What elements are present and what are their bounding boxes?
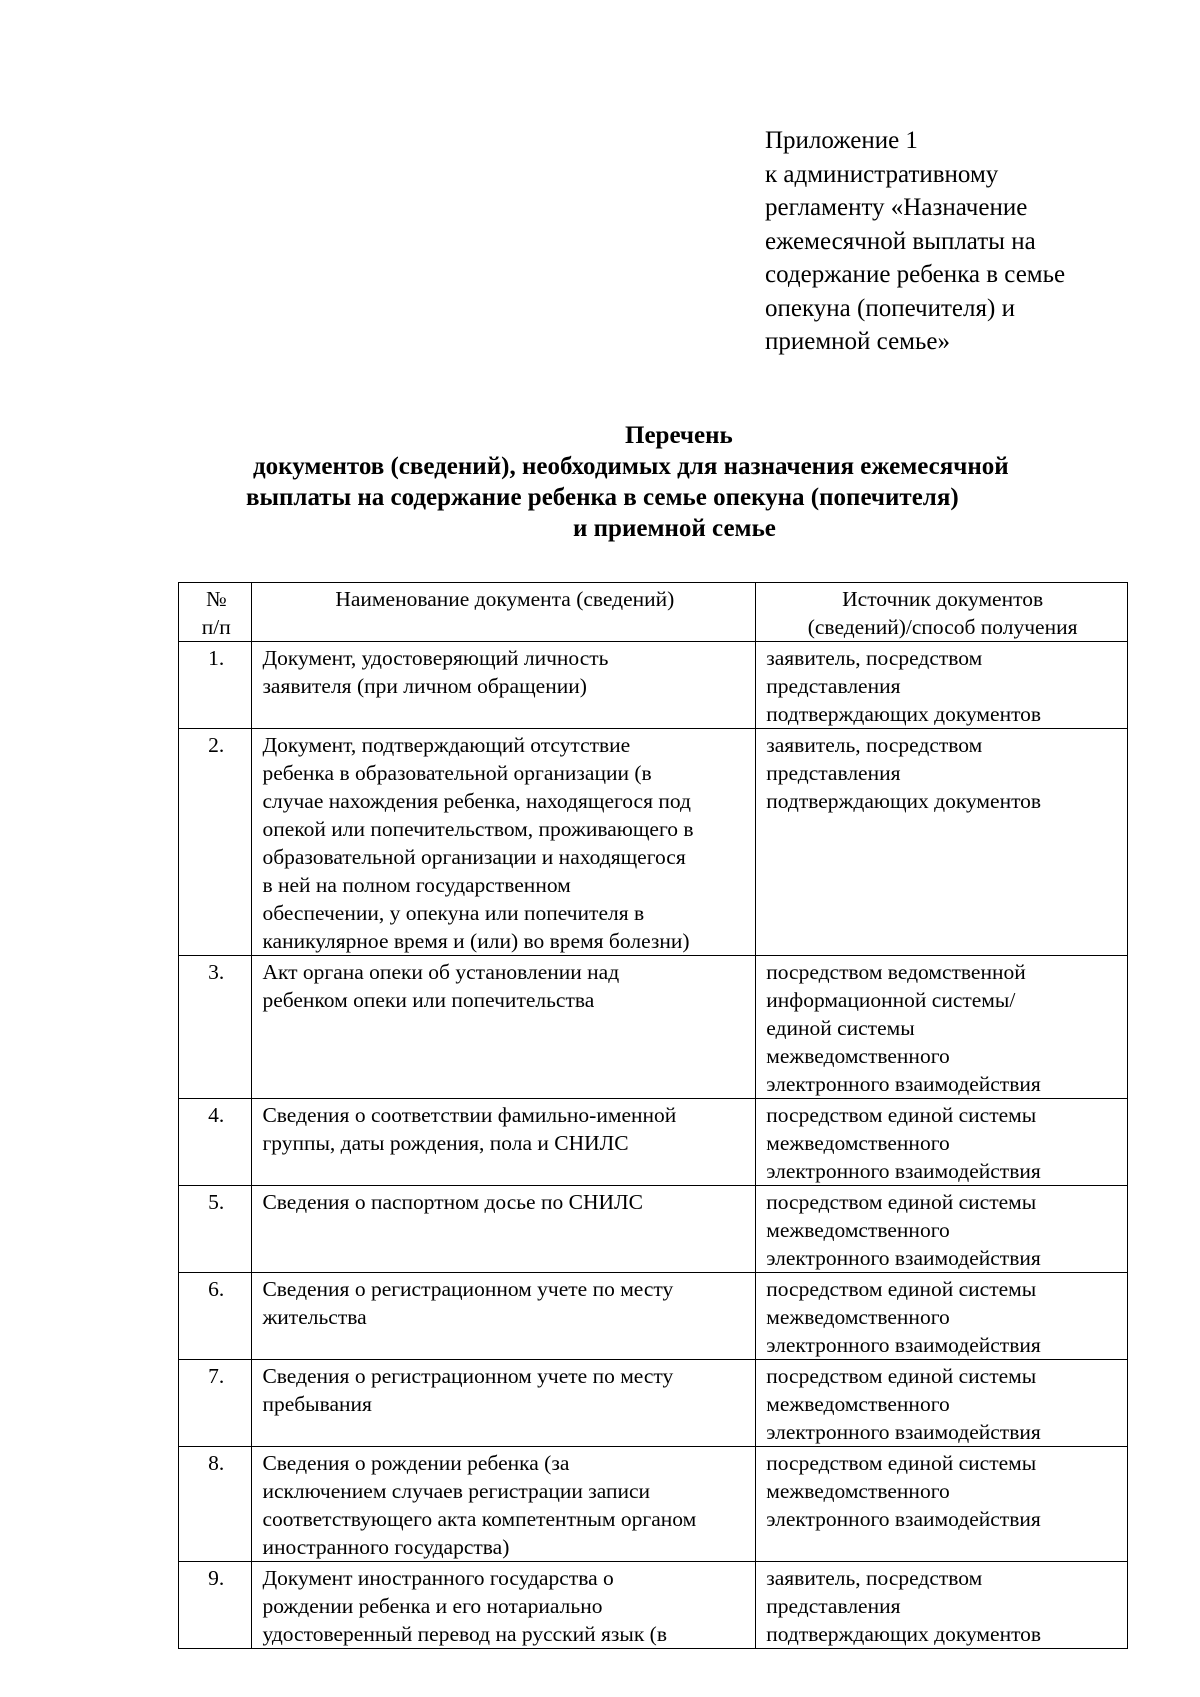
cell-line: подтверждающих документов — [766, 702, 1042, 726]
cell-line: соответствующего акта компетентным органом — [262, 1507, 697, 1531]
cell-line: иностранного государства) — [262, 1535, 510, 1559]
cell-line: заявителя (при личном обращении) — [262, 674, 587, 698]
cell-line: представления — [766, 674, 901, 698]
cell-line: рождении ребенка и его нотариально — [262, 1594, 603, 1618]
appendix-line: содержание ребенка в семье — [765, 261, 1066, 288]
document-name-cell — [252, 642, 756, 729]
cell-line: подтверждающих документов — [766, 1622, 1042, 1646]
cell-line: Сведения о регистрационном учете по месту — [262, 1364, 674, 1388]
appendix-line: опекуна (попечителя) и — [765, 294, 1015, 322]
cell-line: Документ иностранного государства о — [262, 1566, 614, 1590]
appendix-note — [765, 124, 1165, 359]
appendix-line: регламенту «Назначение — [765, 194, 1028, 221]
document-title — [150, 420, 1135, 544]
cell-line: Документ, подтверждающий отсутствие — [262, 733, 631, 757]
cell-line: заявитель, посредством — [766, 733, 983, 757]
document-name-cell — [252, 1099, 756, 1186]
appendix-line: к административному — [765, 160, 999, 188]
source-cell — [756, 729, 1128, 956]
table-row — [179, 1099, 1128, 1186]
cell-line: пребывания — [262, 1392, 372, 1416]
table-row — [179, 1360, 1128, 1447]
cell-line: случае нахождения ребенка, находящегося под — [262, 789, 691, 813]
source-cell — [756, 1273, 1128, 1360]
cell-line: ребенком опеки или попечительства — [262, 988, 595, 1012]
row-number: 7. — [179, 1360, 252, 1447]
table-row — [179, 1447, 1128, 1562]
cell-line: опекой или попечительством, проживающего в — [262, 817, 694, 841]
row-number: 8. — [179, 1447, 252, 1562]
cell-line: жительства — [262, 1305, 367, 1329]
cell-line: межведомственного — [766, 1305, 950, 1329]
cell-line: электронного взаимодействия — [766, 1507, 1041, 1531]
table-header-row — [179, 583, 1128, 642]
header-document-name — [252, 583, 756, 642]
table-row — [179, 1273, 1128, 1360]
document-name-cell — [252, 1562, 756, 1649]
cell-line: электронного взаимодействия — [766, 1420, 1041, 1444]
documents-table — [178, 582, 1128, 1649]
header-source — [756, 583, 1128, 642]
row-number: 2. — [179, 729, 252, 956]
table-row — [179, 729, 1128, 956]
header-line: Источник документов — [842, 587, 1044, 611]
cell-line: удостоверенный перевод на русский язык (в — [262, 1622, 667, 1646]
cell-line: посредством единой системы — [766, 1190, 1037, 1214]
source-cell — [756, 1562, 1128, 1649]
cell-line: межведомственного — [766, 1392, 950, 1416]
cell-line: электронного взаимодействия — [766, 1159, 1041, 1183]
cell-line: Сведения о рождении ребенка (за — [262, 1451, 570, 1475]
cell-line: посредством ведомственной — [766, 960, 1026, 984]
table-row — [179, 1186, 1128, 1273]
document-name-cell — [252, 729, 756, 956]
cell-line: представления — [766, 761, 901, 785]
cell-line: каникулярное время и (или) во время болезни) — [262, 929, 690, 953]
cell-line: группы, даты рождения, пола и СНИЛС — [262, 1131, 629, 1155]
header-line: п/п — [201, 615, 231, 639]
cell-line: межведомственного — [766, 1218, 950, 1242]
document-name-cell — [252, 956, 756, 1099]
cell-line: электронного взаимодействия — [766, 1072, 1041, 1096]
cell-line: Акт органа опеки об установлении над — [262, 960, 620, 984]
title-line: Перечень — [625, 422, 733, 449]
header-line: № — [205, 587, 227, 611]
table-row — [179, 956, 1128, 1099]
appendix-line: Приложение 1 — [765, 127, 918, 154]
cell-line: единой системы — [766, 1016, 915, 1040]
cell-line: ребенка в образовательной организации (в — [262, 761, 652, 785]
cell-line: Сведения о паспортном досье по СНИЛС — [262, 1190, 643, 1214]
table-row — [179, 642, 1128, 729]
row-number: 3. — [179, 956, 252, 1099]
source-cell — [756, 1447, 1128, 1562]
source-cell — [756, 1360, 1128, 1447]
source-cell — [756, 642, 1128, 729]
appendix-line: приемной семье» — [765, 328, 950, 355]
row-number: 1. — [179, 642, 252, 729]
document-name-cell — [252, 1447, 756, 1562]
table-row — [179, 1562, 1128, 1649]
cell-line: заявитель, посредством — [766, 646, 983, 670]
cell-line: представления — [766, 1594, 901, 1618]
cell-line: межведомственного — [766, 1131, 950, 1155]
row-number: 9. — [179, 1562, 252, 1649]
row-number: 4. — [179, 1099, 252, 1186]
header-line: Наименование документа (сведений) — [335, 587, 675, 611]
document-name-cell — [252, 1186, 756, 1273]
source-cell — [756, 1186, 1128, 1273]
cell-line: исключением случаев регистрации записи — [262, 1479, 651, 1503]
cell-line: информационной системы/ — [766, 988, 1016, 1012]
source-cell — [756, 1099, 1128, 1186]
cell-line: Сведения о регистрационном учете по месту — [262, 1277, 674, 1301]
cell-line: обеспечении, у опекуна или попечителя в — [262, 901, 645, 925]
header-number — [179, 583, 252, 642]
cell-line: посредством единой системы — [766, 1364, 1037, 1388]
cell-line: подтверждающих документов — [766, 789, 1042, 813]
header-line: (сведений)/способ получения — [807, 615, 1078, 639]
cell-line: межведомственного — [766, 1044, 950, 1068]
row-number: 5. — [179, 1186, 252, 1273]
cell-line: образовательной организации и находящегося — [262, 845, 686, 869]
title-line: документов (сведений), необходимых для назначения ежемесячной — [253, 453, 1009, 480]
appendix-line: ежемесячной выплаты на — [765, 227, 1036, 255]
title-line: выплаты на содержание ребенка в семье опекуна (попечителя) — [246, 484, 959, 511]
cell-line: посредством единой системы — [766, 1451, 1037, 1475]
cell-line: посредством единой системы — [766, 1277, 1037, 1301]
document-name-cell — [252, 1360, 756, 1447]
cell-line: в ней на полном государственном — [262, 873, 571, 897]
cell-line: межведомственного — [766, 1479, 950, 1503]
cell-line: посредством единой системы — [766, 1103, 1037, 1127]
cell-line: электронного взаимодействия — [766, 1246, 1041, 1270]
cell-line: Документ, удостоверяющий личность — [262, 646, 609, 670]
document-name-cell — [252, 1273, 756, 1360]
cell-line: электронного взаимодействия — [766, 1333, 1041, 1357]
cell-line: Сведения о соответствии фамильно-именной — [262, 1103, 677, 1127]
title-line: и приемной семье — [573, 515, 776, 542]
row-number: 6. — [179, 1273, 252, 1360]
cell-line: заявитель, посредством — [766, 1566, 983, 1590]
table-body — [179, 642, 1128, 1649]
source-cell — [756, 956, 1128, 1099]
